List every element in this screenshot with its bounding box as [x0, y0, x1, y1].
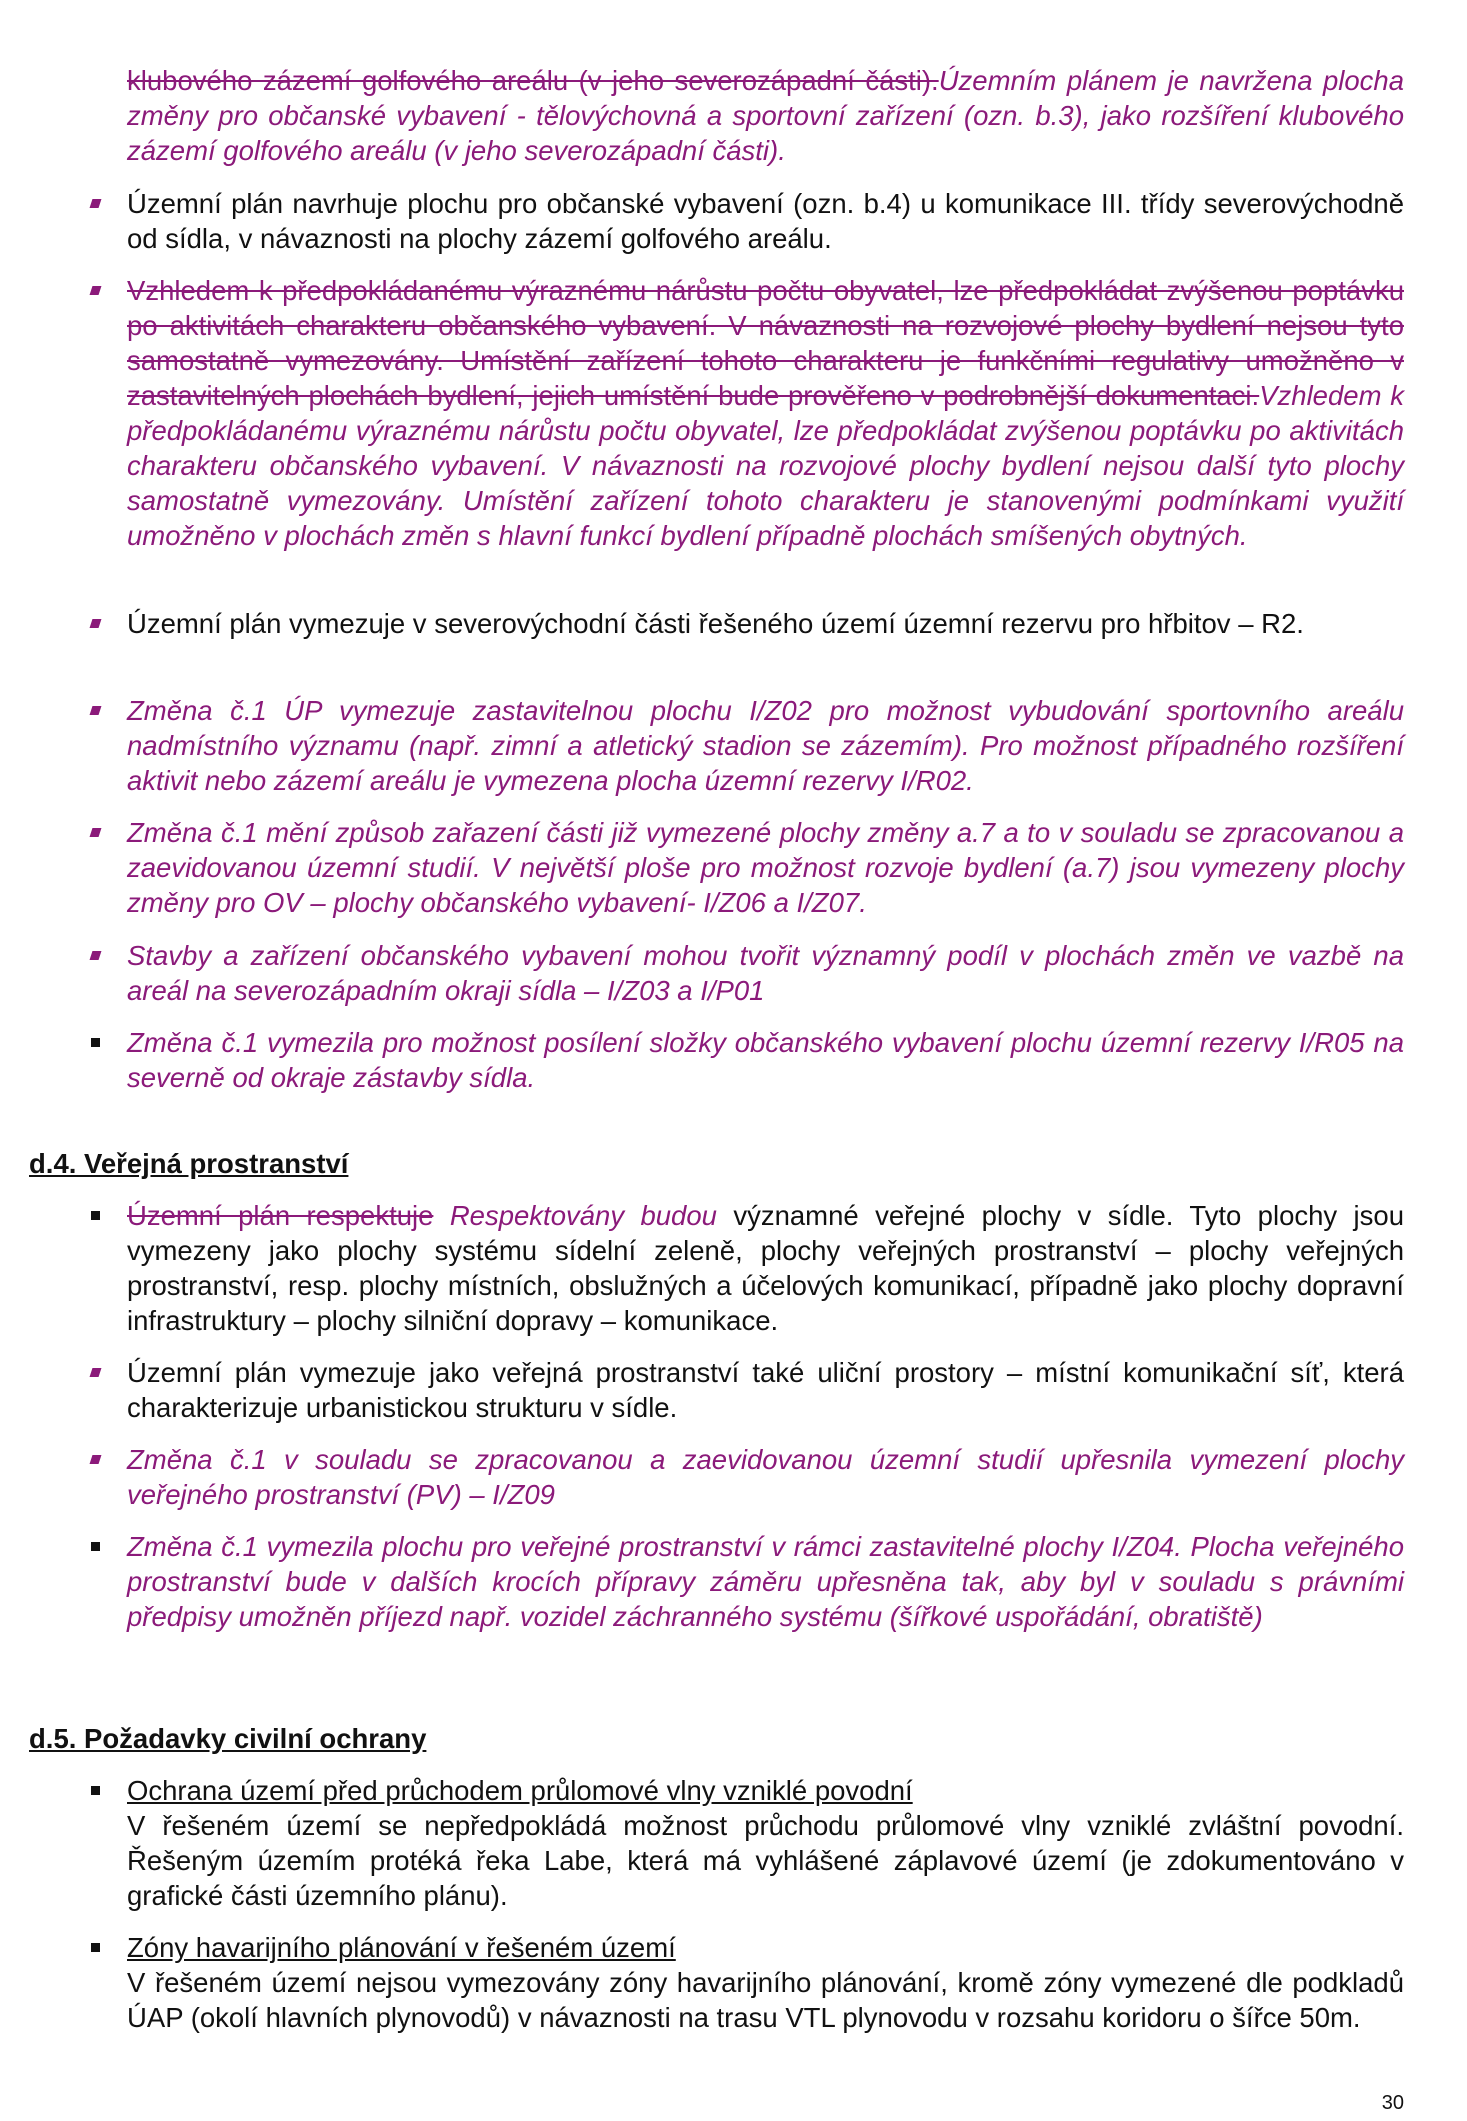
deleted-text: klubového zázemí golfového areálu (v jeho severozápadní části). — [127, 65, 939, 96]
section-heading-public-spaces: d.4. Veřejná prostranství — [29, 1148, 349, 1179]
list-item-reserve-r05 — [127, 1025, 1404, 1095]
inserted-text: Změna č.1 v souladu se zpracovanou a zaevidovanou územní studií upřesnila vymezení plochy veřejného prostranství (PV) – I/Z09 — [127, 1444, 1404, 1510]
list-item-a7-change — [127, 815, 1404, 920]
deleted-text: Územní plán respektuje — [127, 1200, 434, 1231]
list-item-cemetery-reserve — [127, 606, 1404, 641]
list-item-pv-z04 — [127, 1529, 1404, 1634]
list-item-civic-buildings — [127, 938, 1404, 1008]
item-text: V řešeném území nejsou vymezovány zóny havarijního plánování, kromě zóny vymezené dle podkladů ÚAP (okolí hlavních plynovodů) v návaznosti na trasu VTL plynovodu v rozsahu koridoru o šířce 50m. — [127, 1967, 1404, 2033]
bullet-icon — [91, 1786, 100, 1795]
list-item-flood-wave — [127, 1773, 1404, 1913]
item-title: Zóny havarijního plánování v řešeném území — [127, 1932, 676, 1963]
deleted-text: Vzhledem k předpokládanému výraznému nárůstu počtu obyvatel, lze předpokládat zvýšenou poptávku po aktivitách charakteru občanského vybavení. V návaznosti na rozvojové plochy bydlení nejsou tyto samostatně vymezovány. Umístění zařízení tohoto charakteru je funkčními regulativy umožněno v zastavitelných plochách bydlení, jejich umístění bude prověřeno v podrobnější dokumentaci. — [127, 275, 1404, 411]
list-item-pv-z09 — [127, 1442, 1404, 1512]
bullet-icon — [90, 1368, 102, 1377]
list-item-street-spaces — [127, 1355, 1404, 1425]
bullet-icon — [90, 828, 102, 837]
inserted-text: Územním plánem je navržena plocha změny pro občanské vybavení - tělovýchovná a sportovní zařízení (ozn. b.3), jako rozšíření klubového zázemí golfového areálu (v jeho severozápadní části). — [127, 65, 1404, 166]
bullet-icon — [91, 1038, 100, 1047]
item-text: Územní plán vymezuje jako veřejná prostranství také uliční prostory – místní komunikační síť, která charakterizuje urbanistickou strukturu v sídle. — [127, 1357, 1404, 1423]
item-title: Ochrana území před průchodem průlomové vlny vzniklé povodní — [127, 1775, 913, 1806]
page-number: 30 — [1381, 2092, 1404, 2114]
item-text: Územní plán vymezuje v severovýchodní části řešeného území územní rezervu pro hřbitov – R2. — [127, 608, 1304, 639]
list-item-sports-area — [127, 693, 1404, 798]
inserted-text: Změna č.1 mění způsob zařazení části již vymezené plochy změny a.7 a to v souladu se zpracovanou a zaevidovanou územní studií. V největší ploše pro možnost rozvoje bydlení (a.7) jsou vymezeny plochy změny pro OV – plochy občanského vybavení- I/Z06 a I/Z07. — [127, 817, 1404, 918]
list-item-emergency-zones — [127, 1930, 1404, 2035]
inserted-text: Respektovány budou — [449, 1200, 717, 1231]
inserted-text: Změna č.1 ÚP vymezuje zastavitelnou plochu I/Z02 pro možnost vybudování sportovního areálu nadmístního významu (např. zimní a atletický stadion se zázemím). Pro možnost případného rozšíření aktivit nebo zázemí areálu je vymezena plocha územní rezervy I/R02. — [127, 695, 1404, 796]
bullet-icon — [90, 619, 102, 628]
list-item-civic-b4 — [127, 186, 1404, 256]
bullet-icon — [91, 1211, 100, 1220]
bullet-icon — [91, 1943, 100, 1952]
item-text: významné veřejné plochy v sídle. Tyto plochy jsou vymezeny jako plochy systému sídelní zeleně, plochy veřejných prostranství – plochy veřejných prostranství, resp. plochy místních, obslužných a účelových komunikací, případně jako plochy dopravní infrastruktury – plochy silniční dopravy – komunikace. — [127, 1200, 1405, 1336]
item-text: V řešeném území se nepředpokládá možnost průchodu průlomové vlny vzniklé zvláštní povodní. Řešeným územím protéká řeka Labe, která má vyhlášené záplavové území (je zdokumentováno v grafické části územního plánu). — [127, 1810, 1404, 1911]
bullet-icon — [90, 286, 102, 295]
bullet-icon — [90, 706, 102, 715]
paragraph-golf-clubhouse — [127, 63, 1404, 168]
inserted-text: Změna č.1 vymezila pro možnost posílení složky občanského vybavení plochu územní rezervy I/R05 na severně od okraje zástavby sídla. — [127, 1027, 1404, 1093]
bullet-icon — [90, 199, 102, 208]
bullet-icon — [90, 1455, 102, 1464]
inserted-text: Změna č.1 vymezila plochu pro veřejné prostranství v rámci zastavitelné plochy I/Z04. Plocha veřejného prostranství bude v dalších krocích přípravy záměru upřesněna tak, aby byl v souladu s právními předpisy umožněn příjezd např. vozidel záchranného systému (šířkové uspořádání, obratiště) — [127, 1531, 1404, 1632]
list-item-population-growth — [127, 273, 1404, 553]
item-text: Územní plán navrhuje plochu pro občanské vybavení (ozn. b.4) u komunikace III. třídy severovýchodně od sídla, v návaznosti na plochy zázemí golfového areálu. — [127, 188, 1404, 254]
inserted-text: Stavby a zařízení občanského vybavení mohou tvořit významný podíl v plochách změn ve vazbě na areál na severozápadním okraji sídla – I/Z03 a I/P01 — [127, 940, 1404, 1006]
list-item-public-areas — [127, 1198, 1404, 1338]
bullet-icon — [90, 951, 102, 960]
bullet-icon — [91, 1542, 100, 1551]
inserted-text: Vzhledem k předpokládanému výraznému nárůstu počtu obyvatel, lze předpokládat zvýšenou poptávku po aktivitách charakteru občanského vybavení. V návaznosti na rozvojové plochy bydlení nejsou další tyto plochy samostatně vymezovány. Umístění zařízení tohoto charakteru je stanovenými podmínkami využití umožněno v plochách změn s hlavní funkcí bydlení případně plochách smíšených obytných. — [127, 380, 1404, 551]
section-heading-civil-protection: d.5. Požadavky civilní ochrany — [29, 1723, 427, 1754]
